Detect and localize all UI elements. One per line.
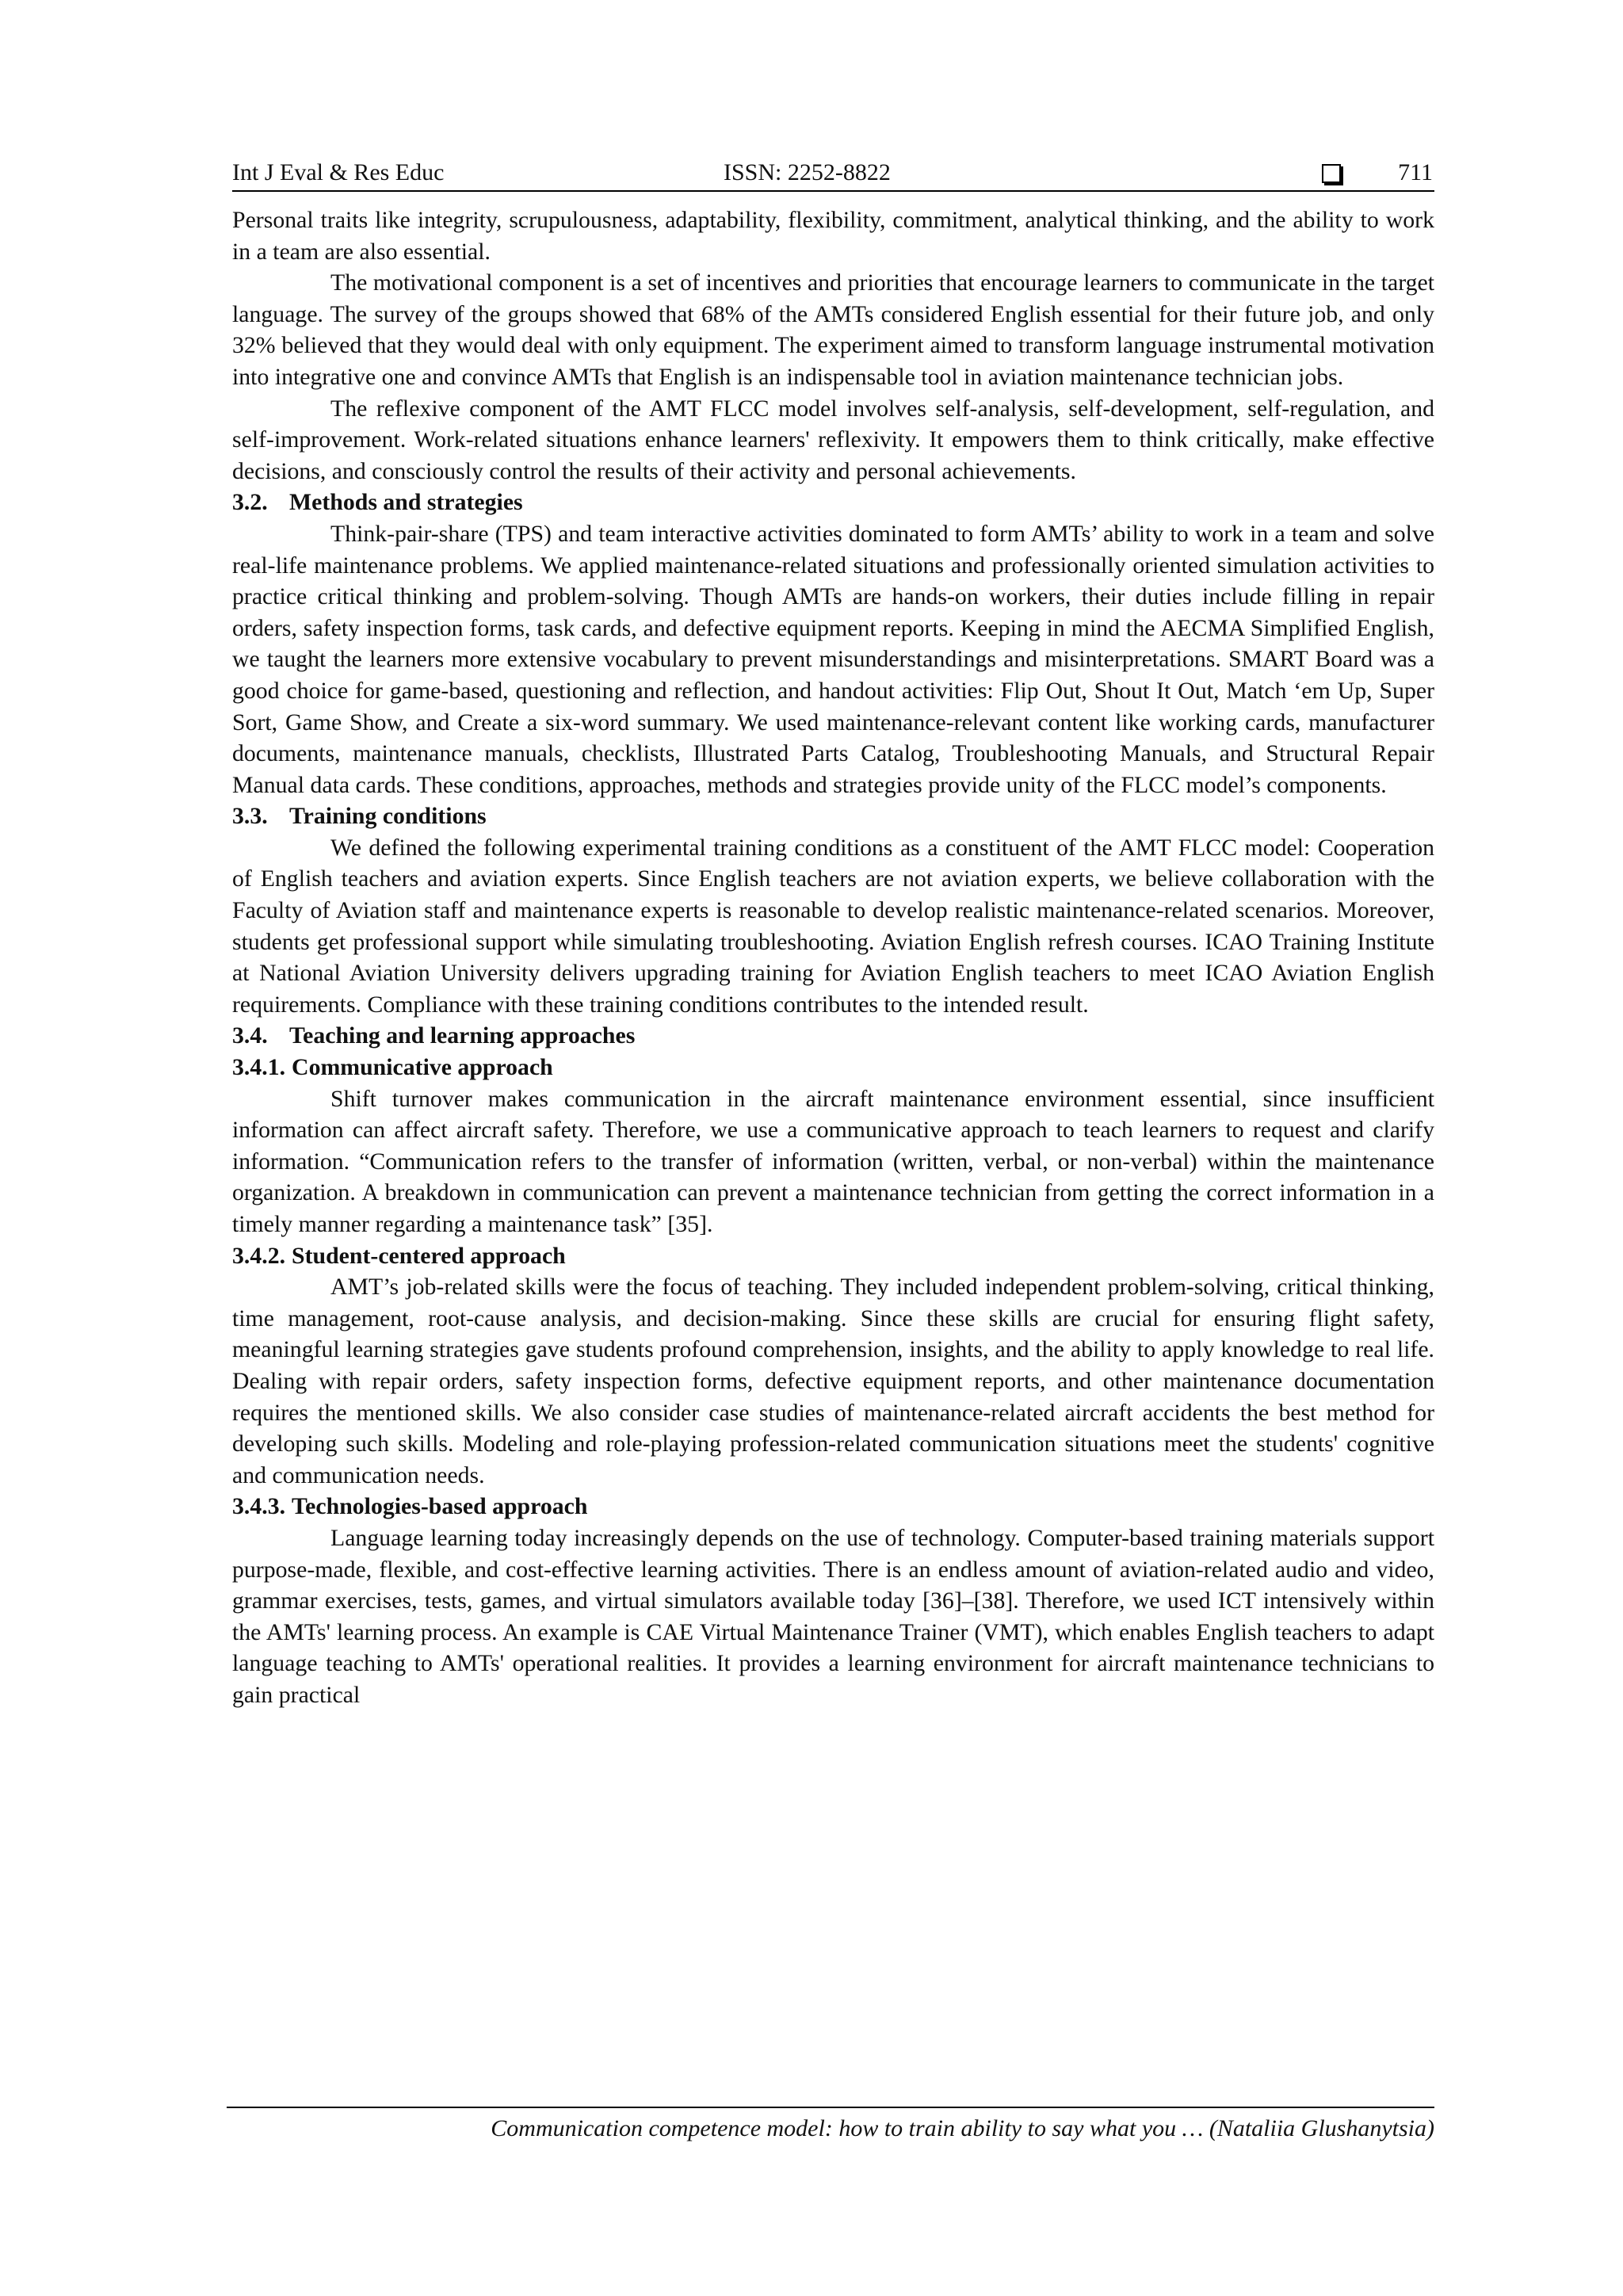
section-number: 3.4.3. (232, 1493, 286, 1520)
section-title: Technologies-based approach (292, 1493, 588, 1520)
section-number: 3.4.2. (232, 1242, 286, 1269)
paragraph: Shift turnover makes communication in the aircraft maintenance environment essential, since insufficient information can affect aircraft safety. Therefore, we use a communicative approach to teach learners to request and clarify information. “Communication refers to the transfer of information (written, verbal, or non-verbal) within the maintenance organization. A breakdown in communication can prevent a maintenance technician from getting the correct information in a timely manner regarding a maintenance task” [35]. (232, 1085, 1434, 1237)
section-number: 3.4.1. (232, 1054, 286, 1081)
paragraph: Language learning today increasingly depends on the use of technology. Computer-based training materials support purpose-made, flexible, and cost-effective learning activities. There is an endless amount of aviation-related audio and video, grammar exercises, tests, games, and virtual simulators available today [36]–[38]. Therefore, we used ICT intensively within the AMTs' learning process. An example is CAE Virtual Maintenance Trainer (VMT), which enables English teachers to adapt language teaching to AMTs' operational realities. It provides a learning environment for aircraft maintenance technicians to gain practical (232, 1524, 1434, 1708)
section-number: 3.4. (232, 1022, 268, 1049)
paragraph: The motivational component is a set of incentives and priorities that encourage learners to communicate in the target language. The survey of the groups showed that 68% of the AMTs considered English essential for their future job, and only 32% believed that they would deal with only equipment. The experiment aimed to transform language instrumental motivation into integrative one and convince AMTs that English is an indispensable tool in aviation maintenance technician jobs. (232, 269, 1434, 390)
paragraph: We defined the following experimental training conditions as a constituent of the AMT FLCC model: Cooperation of English teachers and aviation experts. Since English teachers are not aviation experts, we believe collaboration with the Faculty of Aviation staff and maintenance experts is reasonable to develop realistic maintenance-related scenarios. Moreover, students get professional support while simulating troubleshooting. Aviation English refresh courses. ICAO Training Institute at National Aviation University delivers upgrading training for Aviation English teachers to meet ICAO Aviation English requirements. Compliance with these training conditions contributes to the intended result. (232, 834, 1434, 1018)
section-title: Training conditions (289, 803, 487, 830)
section-heading-3-2 (232, 487, 1434, 518)
section-number: 3.3. (232, 803, 268, 830)
section-title: Student-centered approach (292, 1242, 566, 1269)
section-number: 3.2. (232, 489, 268, 516)
page-number: 711 (1398, 159, 1433, 185)
section-title: Communicative approach (292, 1054, 553, 1081)
section-heading-3-4 (232, 1020, 1434, 1052)
section-title: Teaching and learning approaches (289, 1022, 636, 1049)
issn-label: ISSN: 2252-8822 (724, 159, 891, 185)
running-header (232, 155, 1434, 192)
section-title: Methods and strategies (289, 489, 523, 516)
paragraph: Personal traits like integrity, scrupulousness, adaptability, flexibility, commitment, analytical thinking, and the ability to work in a team are also essential. (232, 207, 1434, 265)
section-heading-3-3 (232, 800, 1434, 832)
paragraph: Think-pair-share (TPS) and team interactive activities dominated to form AMTs’ ability to work in a team and solve real-life maintenance problems. We applied maintenance-related situations and professionally oriented simulation activities to practice critical thinking and problem-solving. Though AMTs are hands-on workers, their duties include filling in repair orders, safety inspection forms, task cards, and defective equipment reports. Keeping in mind the AECMA Simplified English, we taught the learners more extensive vocabulary to prevent misunderstandings and misinterpretations. SMART Board was a good choice for game-based, questioning and reflection, and handout activities: Flip Out, Shout It Out, Match ‘em Up, Super Sort, Game Show, and Create a six-word summary. We used maintenance-relevant content like working cards, manufacturer documents, maintenance manuals, checklists, Illustrated Parts Catalog, Troubleshooting Manuals, and Structural Repair Manual data cards. These conditions, approaches, methods and strategies provide unity of the FLCC model’s components. (232, 520, 1434, 798)
subsection-heading-3-4-1 (232, 1052, 1434, 1083)
subsection-heading-3-4-3 (232, 1491, 1434, 1522)
journal-name: Int J Eval & Res Educ (232, 159, 445, 185)
subsection-heading-3-4-2 (232, 1240, 1434, 1272)
running-title: Communication competence model: how to train ability to say what you … (Nataliia Glushanytsia) (491, 2115, 1434, 2141)
paragraph: AMT’s job-related skills were the focus of teaching. They included independent problem-solving, critical thinking, time management, root-cause analysis, and decision-making. Since these skills are crucial for ensuring flight safety, meaningful learning strategies gave students profound comprehension, insights, and the ability to apply knowledge to real life. Dealing with repair orders, safety inspection forms, defective equipment reports, and other maintenance documentation requires the mentioned skills. We also consider case studies of maintenance-related aircraft accidents the best method for developing such skills. Modeling and role-playing profession-related communication situations meet the students' cognitive and communication needs. (232, 1274, 1434, 1488)
paragraph: The reflexive component of the AMT FLCC model involves self-analysis, self-development, self-regulation, and self-improvement. Work-related situations enhance learners' reflexivity. It empowers them to think critically, make effective decisions, and consciously control the results of their activity and personal achievements. (232, 395, 1434, 484)
article-body (232, 204, 1434, 1711)
running-footer (227, 2107, 1434, 2145)
square-bullet-icon (1322, 164, 1341, 183)
page-content (232, 155, 1434, 1711)
